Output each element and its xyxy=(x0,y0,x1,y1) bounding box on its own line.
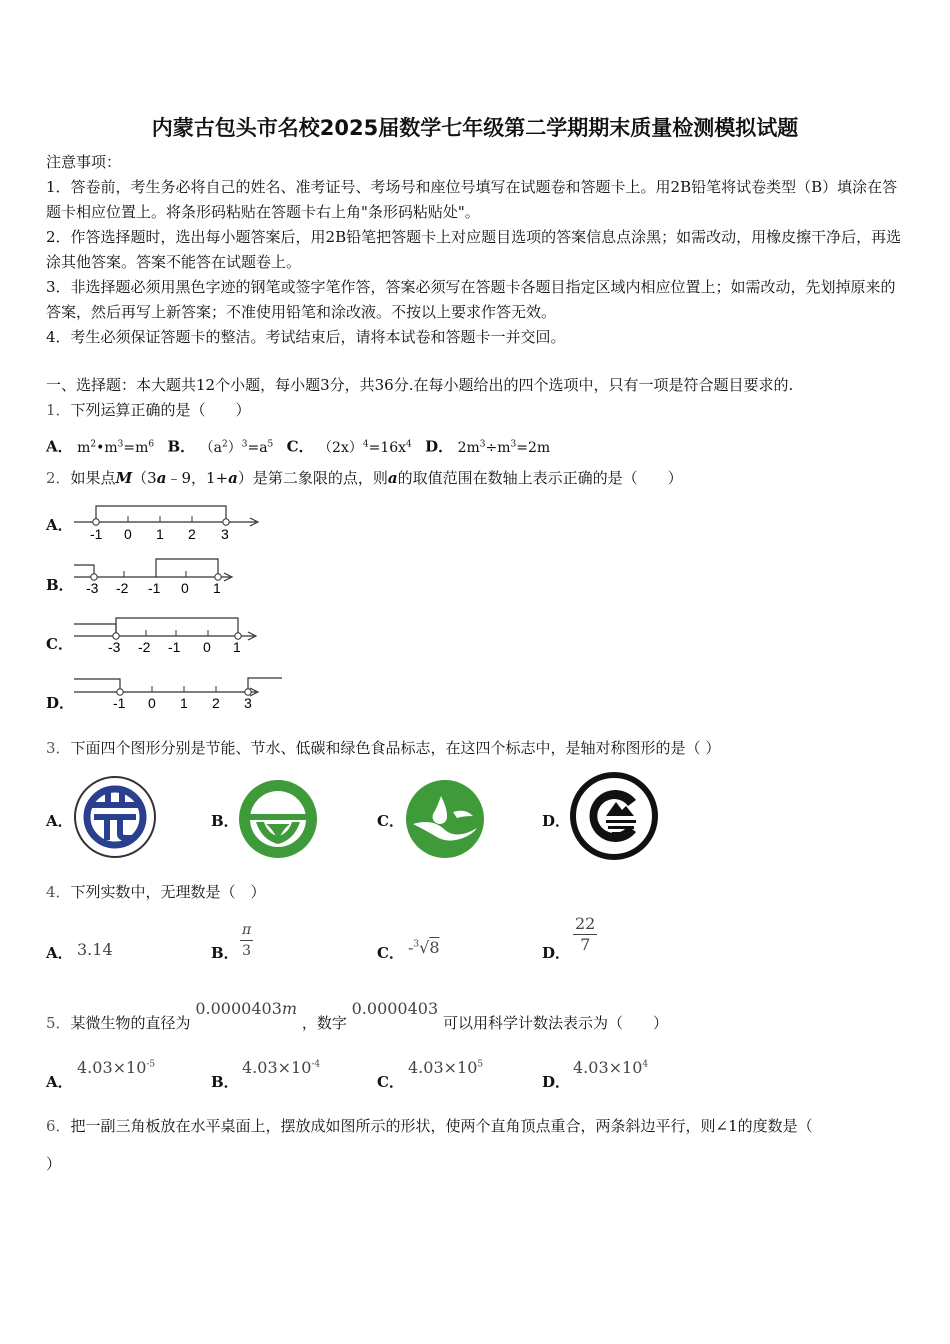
tick-label: 3 xyxy=(221,526,229,542)
option-label: A． xyxy=(46,944,73,962)
question-6-stem xyxy=(46,1114,813,1139)
notes-heading: 注意事项： xyxy=(46,153,122,171)
question-number: 3． xyxy=(46,739,71,757)
option-label: B． xyxy=(167,437,196,456)
option-label: D． xyxy=(542,1073,571,1091)
tick-label: -1 xyxy=(148,580,161,596)
option-b-value: $4.03\times 10^{-4}$ xyxy=(242,1058,321,1077)
question-2-stem: 2．如果点M（3a﹣9，1+a）是第二象限的点，则a的取值范围在数轴上表示正确的是（ ） xyxy=(46,469,683,487)
tick-label: 1 xyxy=(156,526,164,542)
option-label: B． xyxy=(211,944,239,962)
number-line-a xyxy=(70,498,270,546)
question-text: 下面四个图形分别是节能、节水、低碳和绿色食品标志，在这四个标志中，是轴对称图形的是（ ） xyxy=(70,739,721,757)
option-label: B． xyxy=(211,812,239,830)
option-b: $(a^2)^3=a^5$ xyxy=(199,439,274,456)
tick-label: -1 xyxy=(168,639,181,655)
tick-label: 2 xyxy=(212,695,220,711)
water-saving-logo-icon xyxy=(236,778,320,860)
tick-label: -2 xyxy=(116,580,129,596)
section-heading: 一、选择题：本大题共12个小题，每小题3分，共36分.在每小题给出的四个选项中，只有一项是符合题目要求的. xyxy=(46,376,794,394)
option-label: B． xyxy=(46,576,74,594)
green-food-logo-icon xyxy=(570,772,658,860)
number-line-b xyxy=(70,555,270,603)
tick-label: 1 xyxy=(213,580,221,596)
question-text: 下列实数中，无理数是（ ） xyxy=(70,883,266,901)
notes-item: 1．答卷前，考生务必将自己的姓名、准考证号、考场号和座位号填写在试题卷和答题卡上。用2B铅笔将试卷类型（B）填涂在答题卡相应位置上。将条形码粘贴在答题卡右上角"条形码粘贴处"。 xyxy=(46,178,898,221)
tick-label: 1 xyxy=(233,639,241,655)
tick-label: 1 xyxy=(180,695,188,711)
question-4-stem xyxy=(46,880,266,905)
option-label: D． xyxy=(46,694,75,712)
tick-label: 0 xyxy=(148,695,156,711)
option-d: $2m^3\div m^3=2m$ xyxy=(457,439,551,456)
option-label: D． xyxy=(542,944,571,962)
tick-label: -2 xyxy=(138,639,151,655)
tick-label: -1 xyxy=(113,695,126,711)
option-label: A． xyxy=(46,812,73,830)
option-c-radical: -$^3$√8 xyxy=(408,938,440,957)
low-carbon-logo-icon xyxy=(403,778,487,860)
option-label: C． xyxy=(377,944,404,962)
option-label: D． xyxy=(542,812,571,830)
energy-saving-logo-icon xyxy=(72,774,158,860)
question-3-stem xyxy=(46,736,720,761)
option-a-value: $4.03\times 10^{-5}$ xyxy=(77,1058,156,1077)
question-5-stem: 5．某微生物的直径为 0.0000403m ，数字 0.0000403 可以用科学计数法表示为（ ） xyxy=(46,999,668,1032)
option-c-value: $4.03\times 10^5$ xyxy=(408,1058,484,1077)
question-number: 4． xyxy=(46,883,71,901)
value-number: 0.0000403 xyxy=(351,999,439,1018)
question-1-options xyxy=(46,432,550,461)
option-label: B． xyxy=(211,1073,239,1091)
tick-label: 0 xyxy=(181,580,189,596)
option-a: $m^2•m^3=m^6$ xyxy=(77,439,155,456)
question-1-stem xyxy=(46,398,251,423)
option-label: A． xyxy=(46,1073,73,1091)
number-line-d xyxy=(70,672,290,720)
option-label: C． xyxy=(377,812,404,830)
tick-label: 2 xyxy=(188,526,196,542)
notes-item: 4．考生必须保证答题卡的整洁。考试结束后，请将本试卷和答题卡一并交回。 xyxy=(46,328,566,346)
tick-label: -3 xyxy=(86,580,99,596)
option-b-fraction: $\frac{\pi}{3}$ xyxy=(242,922,252,959)
question-number: 6． xyxy=(46,1117,71,1135)
option-d-fraction: $\frac{22}{7}$ xyxy=(575,914,596,954)
question-number: 1． xyxy=(46,401,71,419)
option-c: $(2x)^4=16x^4$ xyxy=(318,439,412,456)
question-text: 把一副三角板放在水平桌面上，摆放成如图所示的形状，使两个直角顶点重合，两条斜边平行，则∠1的度数是（ xyxy=(70,1117,813,1135)
option-label: A． xyxy=(46,516,73,534)
page-title: 内蒙古包头市名校2025届数学七年级第二学期期末质量检测模拟试题 xyxy=(151,116,799,140)
tick-label: 3 xyxy=(244,695,252,711)
option-label: D． xyxy=(425,437,454,456)
option-label: C． xyxy=(286,437,314,456)
tick-label: 0 xyxy=(203,639,211,655)
notes-item: 2．作答选择题时，选出每小题答案后，用2B铅笔把答题卡上对应题目选项的答案信息点涂黑；如需改动，用橡皮擦干净后，再选涂其他答案。答案不能答在试题卷上。 xyxy=(46,228,902,271)
option-a-value: 3.14 xyxy=(77,940,113,959)
question-number: 5． xyxy=(46,1014,71,1032)
tick-label: -3 xyxy=(108,639,121,655)
question-number: 2． xyxy=(46,469,71,487)
value-diameter: 0.0000403m xyxy=(195,999,298,1018)
option-label: C． xyxy=(46,635,73,653)
option-label: C． xyxy=(377,1073,404,1091)
tick-label: -1 xyxy=(90,526,103,542)
notes-block xyxy=(46,150,906,350)
notes-item: 3．非选择题必须用黑色字迹的钢笔或签字笔作答，答案必须写在答题卡各题目指定区域内相应位置上；如需改动，先划掉原来的答案，然后再写上新答案；不准使用铅笔和涂改液。不按以上要求作答无效。 xyxy=(46,278,896,321)
number-line-c xyxy=(70,614,270,662)
option-d-value: $4.03\times 10^4$ xyxy=(573,1058,649,1077)
option-label: A． xyxy=(46,437,73,456)
question-6-stem-end: ） xyxy=(46,1155,62,1173)
question-text: 下列运算正确的是（ ） xyxy=(70,401,251,419)
tick-label: 0 xyxy=(124,526,132,542)
